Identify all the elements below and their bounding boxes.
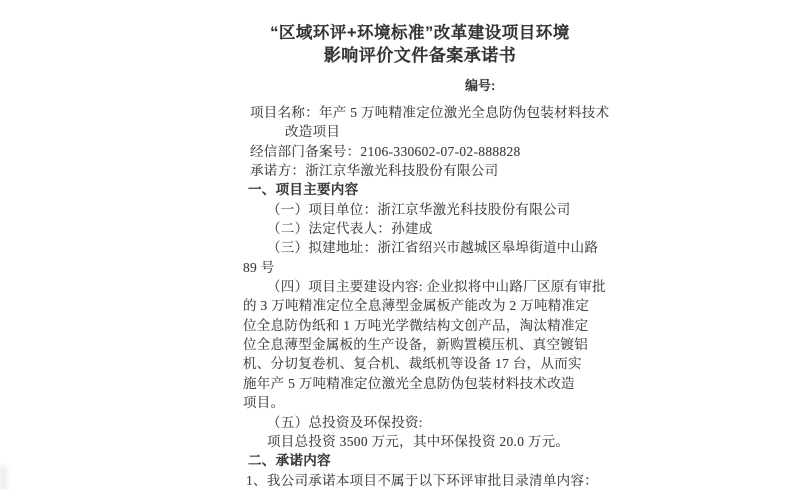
document-body <box>0 103 800 490</box>
title-line-2: 影响评价文件备案承诺书 <box>323 45 517 65</box>
item-5-investment-heading: （五）总投资及环保投资: <box>267 414 423 430</box>
item-4-content-line-6: 施年产 5 万吨精准定位激光全息防伪包装材料技术改造 <box>243 375 575 391</box>
item-4-content-line-5: 机、分切复卷机、复合机、裁纸机等设备 17 台，从而实 <box>243 356 582 372</box>
field-project-name: 项目名称：年产 5 万吨精准定位激光全息防伪包装材料技术 <box>250 105 610 120</box>
field-promisor: 承诺方：浙江京华激光科技股份有限公司 <box>250 163 499 179</box>
title-line-1: “区域环评+环境标准”改革建设项目环境 <box>270 24 570 42</box>
item-4-content-line-2: 的 3 万吨精准定位全息薄型金属板产能改为 2 万吨精准定 <box>243 298 590 314</box>
commitment-item-1: 1、我公司承诺本项目不属于以下环评审批目录清单内容： <box>246 472 599 488</box>
section-2-heading: 二、承诺内容 <box>248 453 331 469</box>
field-filing-number: 经信部门备案号：2106-330602-07-02-888828 <box>250 143 521 159</box>
item-4-content-line-4: 位全息薄型金属板的生产设备，新购置模压机、真空镀铝 <box>243 337 588 353</box>
field-project-name-wrap: 改造项目 <box>285 124 341 140</box>
item-5-investment-detail: 项目总投资 3500 万元，其中环保投资 20.0 万元。 <box>267 433 570 449</box>
item-4-content-line-7: 项目。 <box>243 395 285 411</box>
item-3-proposed-address: （三）拟建地址：浙江省绍兴市越城区皋埠街道中山路 <box>267 240 599 256</box>
section-1-heading: 一、项目主要内容 <box>248 182 359 198</box>
item-1-project-unit: （一）项目单位：浙江京华激光科技股份有限公司 <box>267 201 571 217</box>
document-title <box>248 23 592 66</box>
scan-artifact <box>0 466 6 490</box>
item-4-construction-content: （四）项目主要建设内容: 企业拟将中山路厂区原有审批 <box>267 279 606 295</box>
item-2-legal-representative: （二）法定代表人：孙建成 <box>267 221 433 237</box>
item-4-content-line-3: 位全息防伪纸和 1 万吨光学微结构文创产品，淘汰精准定 <box>243 317 589 333</box>
serial-number-label: 编号: <box>465 78 496 93</box>
item-3-address-wrap: 89 号 <box>243 259 275 275</box>
